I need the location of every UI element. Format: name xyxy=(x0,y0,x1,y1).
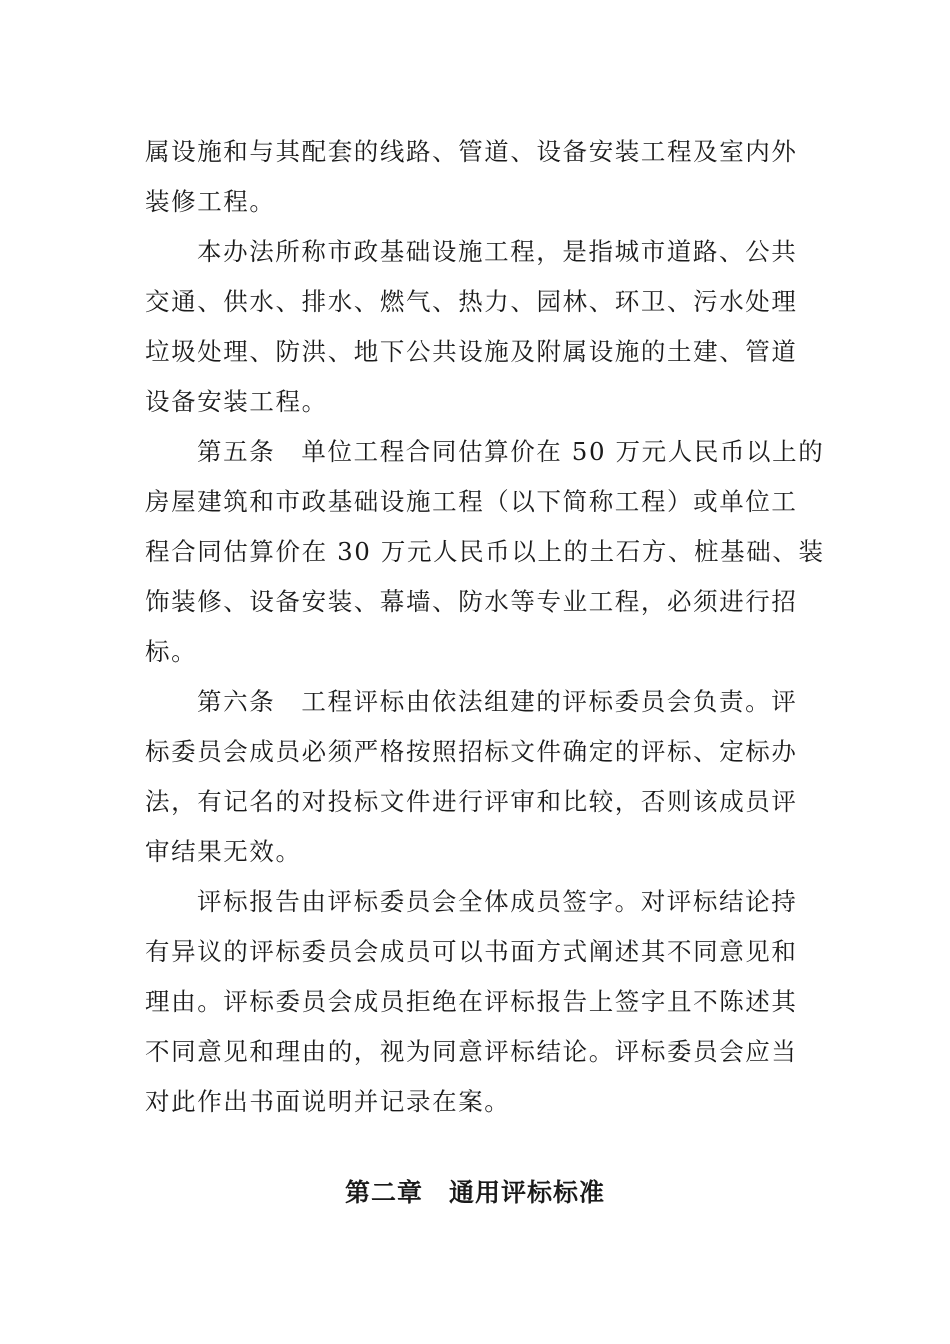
paragraph-line: 第五条 单位工程合同估算价在 50 万元人民币以上的 xyxy=(197,437,825,466)
paragraph-line: 标委员会成员必须严格按照招标文件确定的评标、定标办 xyxy=(145,737,798,766)
paragraph-1 xyxy=(145,127,805,227)
paragraph-2 xyxy=(145,227,805,427)
paragraph-line: 对此作出书面说明并记录在案。 xyxy=(145,1087,511,1116)
document-body xyxy=(145,127,825,1127)
article-6-paragraph xyxy=(145,677,805,877)
paragraph-line: 评标报告由评标委员会全体成员签字。对评标结论持 xyxy=(197,887,798,916)
paragraph-line: 标。 xyxy=(145,637,198,666)
paragraph-line: 垃圾处理、防洪、地下公共设施及附属设施的土建、管道 xyxy=(145,337,798,366)
paragraph-line: 本办法所称市政基础设施工程，是指城市道路、公共 xyxy=(197,237,798,266)
paragraph-line: 设备安装工程。 xyxy=(145,387,328,416)
paragraph-line: 交通、供水、排水、燃气、热力、园林、环卫、污水处理 xyxy=(145,287,798,316)
paragraph-line: 不同意见和理由的，视为同意评标结论。评标委员会应当 xyxy=(145,1037,798,1066)
paragraph-line: 装修工程。 xyxy=(145,187,276,216)
evaluation-report-paragraph xyxy=(145,877,805,1127)
paragraph-line: 程合同估算价在 30 万元人民币以上的土石方、桩基础、装 xyxy=(145,537,825,566)
paragraph-line: 审结果无效。 xyxy=(145,837,302,866)
paragraph-line: 有异议的评标委员会成员可以书面方式阐述其不同意见和 xyxy=(145,937,798,966)
paragraph-line: 第六条 工程评标由依法组建的评标委员会负责。评 xyxy=(197,687,798,716)
paragraph-line: 饰装修、设备安装、幕墙、防水等专业工程，必须进行招 xyxy=(145,587,798,616)
paragraph-line: 理由。评标委员会成员拒绝在评标报告上签字且不陈述其 xyxy=(145,987,798,1016)
paragraph-line: 法，有记名的对投标文件进行评审和比较，否则该成员评 xyxy=(145,787,798,816)
paragraph-line: 属设施和与其配套的线路、管道、设备安装工程及室内外 xyxy=(145,137,798,166)
chapter-heading: 第二章 通用评标标准 xyxy=(344,1178,605,1207)
paragraph-line: 房屋建筑和市政基础设施工程（以下简称工程）或单位工 xyxy=(145,487,798,516)
article-5-paragraph xyxy=(145,427,825,677)
